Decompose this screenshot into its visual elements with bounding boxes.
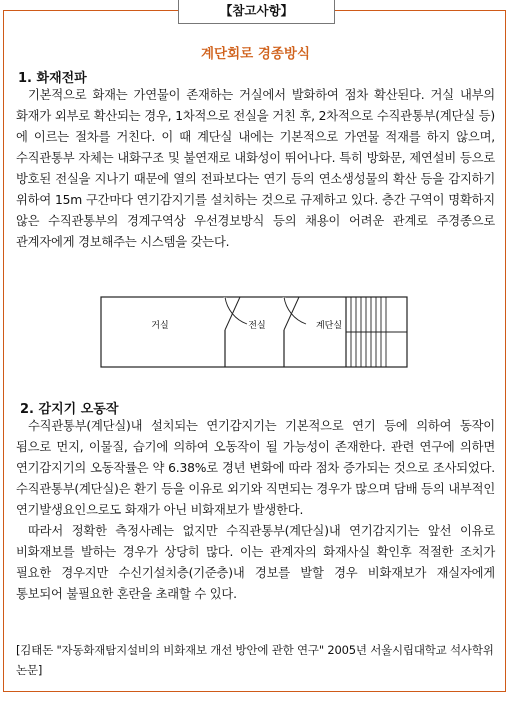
section2-body — [16, 416, 495, 605]
section2-heading: 2. 감지기 오동작 — [20, 402, 119, 417]
section2-paragraph-1: 수직관통부(계단실)내 설치되는 연기감지기는 기본적으로 연기 등에 의하여 동작이 됨으로 먼지, 이물질, 습기에 의하여 오동작이 될 가능성이 존재한다. 관련 연구에 의하면 연기감지기의 오동작률은 약 6.38%로 경년 변화에 따라 점차 증가되는 것으로 조사되었다. 수직관통부(계단실)은 환기 등을 이유로 외기와 직면되는 경우가 많으며 담배 등의 내부적인 연기발생요인으로도 화재가 아닌 비화재보가 발생한다. — [16, 419, 495, 517]
section1-paragraph: 기본적으로 화재는 가연물이 존재하는 거실에서 발화하여 점차 확산된다. 거실 내부의 화재가 외부로 확산되는 경우, 1차적으로 전실을 거친 후, 2차적으로 수직관통부(계단실 등)에 이르는 절차를 거친다. 이 때 계단실 내에는 기본적으로 가연물 적재를 하지 않으며, 수직관통부 자체는 내화구조 및 불연재로 내화성이 뛰어나다. 특히 방화문, 제연설비 등으로 방호된 전실을 지나기 때문에 열의 전파보다는 연기 등의 연소생성물의 확산 등을 감지하기 위하여 15m 구간마다 연기감지기를 설치하는 것으로 규제하고 있다. 층간 구역이 명확하지 않은 수직관통부의 경계구역상 우선경보방식 등의 채용이 어려운 관계로 주경종으로 관계자에게 경보해주는 시스템을 갖는다. — [16, 88, 495, 249]
stair-door-swing — [284, 297, 306, 324]
citation: [김태돈 "자동화재탐지설비의 비화재보 개선 방안에 관한 연구" 2005년 서울시립대학교 석사학위논문] — [16, 643, 494, 677]
section1-heading: 1. 화재전파 — [18, 71, 87, 86]
floor-plan-diagram — [100, 296, 408, 368]
room-label: 거실 — [151, 321, 169, 331]
room-door-swing — [225, 297, 247, 324]
vestibule-label: 전실 — [248, 321, 266, 331]
header-tag: 【참고사항】 — [178, 0, 335, 24]
stair-label: 계단실 — [315, 321, 343, 331]
section1-body — [16, 85, 495, 253]
section2-paragraph-2: 따라서 정확한 측정사례는 없지만 수직관통부(계단실)내 연기감지기는 앞선 이유로 비화재보를 발하는 경우가 상당히 많다. 이는 관계자의 화재사실 확인후 적절한 조치가 필요한 경우지만 수신기설치층(기준층)내 경보를 발할 경우 비화재보가 재실자에게 통보되어 불필요한 혼란을 초래할 수 있다. — [16, 524, 495, 601]
page-title: 계단회로 경종방식 — [200, 46, 311, 62]
